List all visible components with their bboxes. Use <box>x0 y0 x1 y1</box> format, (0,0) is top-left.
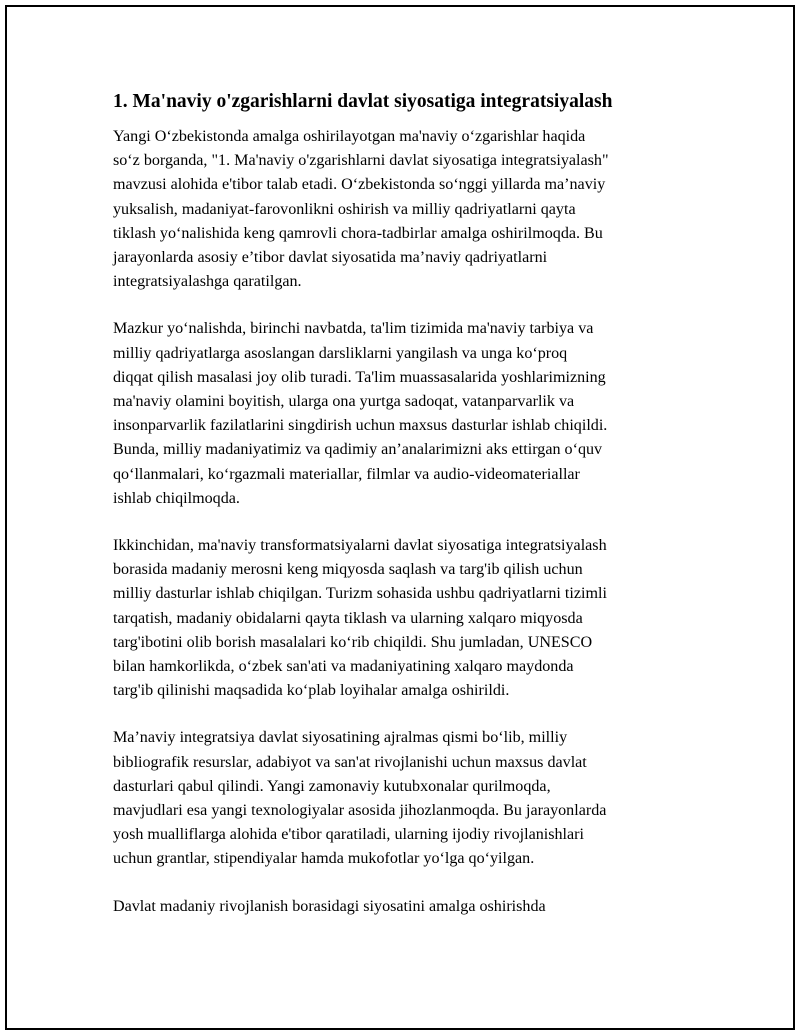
paragraph-line: bilan hamkorlikda, o‘zbek san'ati va madaniyatining xalqaro maydonda <box>113 658 574 676</box>
paragraph-line: yuksalish, madaniyat-farovonlikni oshirish va milliy qadriyatlarni qayta <box>113 200 576 218</box>
paragraph-line: Ma’naviy integratsiya davlat siyosatining ajralmas qismi bo‘lib, milliy <box>113 729 568 747</box>
paragraph-line: Bunda, milliy madaniyatimiz va qadimiy an’analarimizni aks ettirgan o‘quv <box>113 441 603 459</box>
paragraph-line: ma'naviy olamini boyitish, ularga ona yurtga sadoqat, vatanparvarlik va <box>113 393 575 411</box>
paragraph-line: Yangi O‘zbekistonda amalga oshirilayotgan ma'naviy o‘zgarishlar haqida <box>113 128 586 145</box>
paragraph-line: mavjudlari esa yangi texnologiyalar asosida jihozlanmoqda. Bu jarayonlarda <box>113 802 607 820</box>
paragraph-line: milliy dasturlar ishlab chiqilgan. Turizm sohasida ushbu qadriyatlarni tizimli <box>113 585 607 603</box>
paragraph-line: targ'ibotini olib borish masalalari ko‘rib chiqildi. Shu jumladan, UNESCO <box>113 633 593 651</box>
document-title: 1. Ma'naviy o'zgarishlarni davlat siyosatiga integratsiyalash <box>113 91 613 112</box>
paragraph-line: dasturlari qabul qilindi. Yangi zamonaviy kutubxonalar qurilmoqda, <box>113 777 551 795</box>
paragraph-line: uchun grantlar, stipendiyalar hamda mukofotlar yo‘lga qo‘yilgan. <box>113 850 535 868</box>
paragraph-3 <box>113 534 703 703</box>
paragraph-line: tiklash yo‘nalishida keng qamrovli chora-tadbirlar amalga oshirilmoqda. Bu <box>113 224 603 242</box>
paragraph-1 <box>113 125 703 294</box>
paragraph-line: bibliografik resurslar, adabiyot va san'at rivojlanishi uchun maxsus davlat <box>113 753 587 771</box>
paragraph-4 <box>113 726 703 871</box>
paragraph-line: Mazkur yo‘nalishda, birinchi navbatda, ta'lim tizimida ma'naviy tarbiya va <box>113 320 594 338</box>
paragraph-line: Davlat madaniy rivojlanish borasidagi siyosatini amalga oshirishda <box>113 897 546 915</box>
document-body <box>113 90 703 942</box>
paragraph-line: tarqatish, madaniy obidalarni qayta tiklash va ularning xalqaro miqyosda <box>113 609 583 627</box>
paragraph-line: ishlab chiqilmoqda. <box>113 489 240 507</box>
paragraph-line: targ'ib qilinishi maqsadida ko‘plab loyihalar amalga oshirildi. <box>113 682 510 700</box>
paragraph-line: yosh mualliflarga alohida e'tibor qaratiladi, ularning ijodiy rivojlanishlari <box>113 826 584 844</box>
paragraph-line: jarayonlarda asosiy e’tibor davlat siyosatida ma’naviy qadriyatlarni <box>113 249 548 267</box>
paragraph-line: diqqat qilish masalasi joy olib turadi. Ta'lim muassasalarida yoshlarimizning <box>113 368 606 386</box>
paragraph-line: qo‘llanmalari, ko‘rgazmali materiallar, filmlar va audio-videomateriallar <box>113 465 580 483</box>
paragraph-5 <box>113 895 703 919</box>
paragraph-line: so‘z borganda, "1. Ma'naviy o'zgarishlarni davlat siyosatiga integratsiyalash" <box>113 152 609 170</box>
paragraph-line: milliy qadriyatlarga asoslangan darsliklarni yangilash va unga ko‘proq <box>113 344 568 362</box>
paragraph-2 <box>113 317 703 511</box>
paragraph-line: Ikkinchidan, ma'naviy transformatsiyalarni davlat siyosatiga integratsiyalash <box>113 537 607 555</box>
paragraph-line: integratsiyalashga qaratilgan. <box>113 273 302 291</box>
paragraph-line: borasida madaniy merosni keng miqyosda saqlash va targ'ib qilish uchun <box>113 561 583 579</box>
paragraph-line: insonparvarlik fazilatlarini singdirish uchun maxsus dasturlar ishlab chiqildi. <box>113 417 608 435</box>
paragraph-line: mavzusi alohida e'tibor talab etadi. O‘zbekistonda so‘nggi yillarda ma’naviy <box>113 176 606 194</box>
